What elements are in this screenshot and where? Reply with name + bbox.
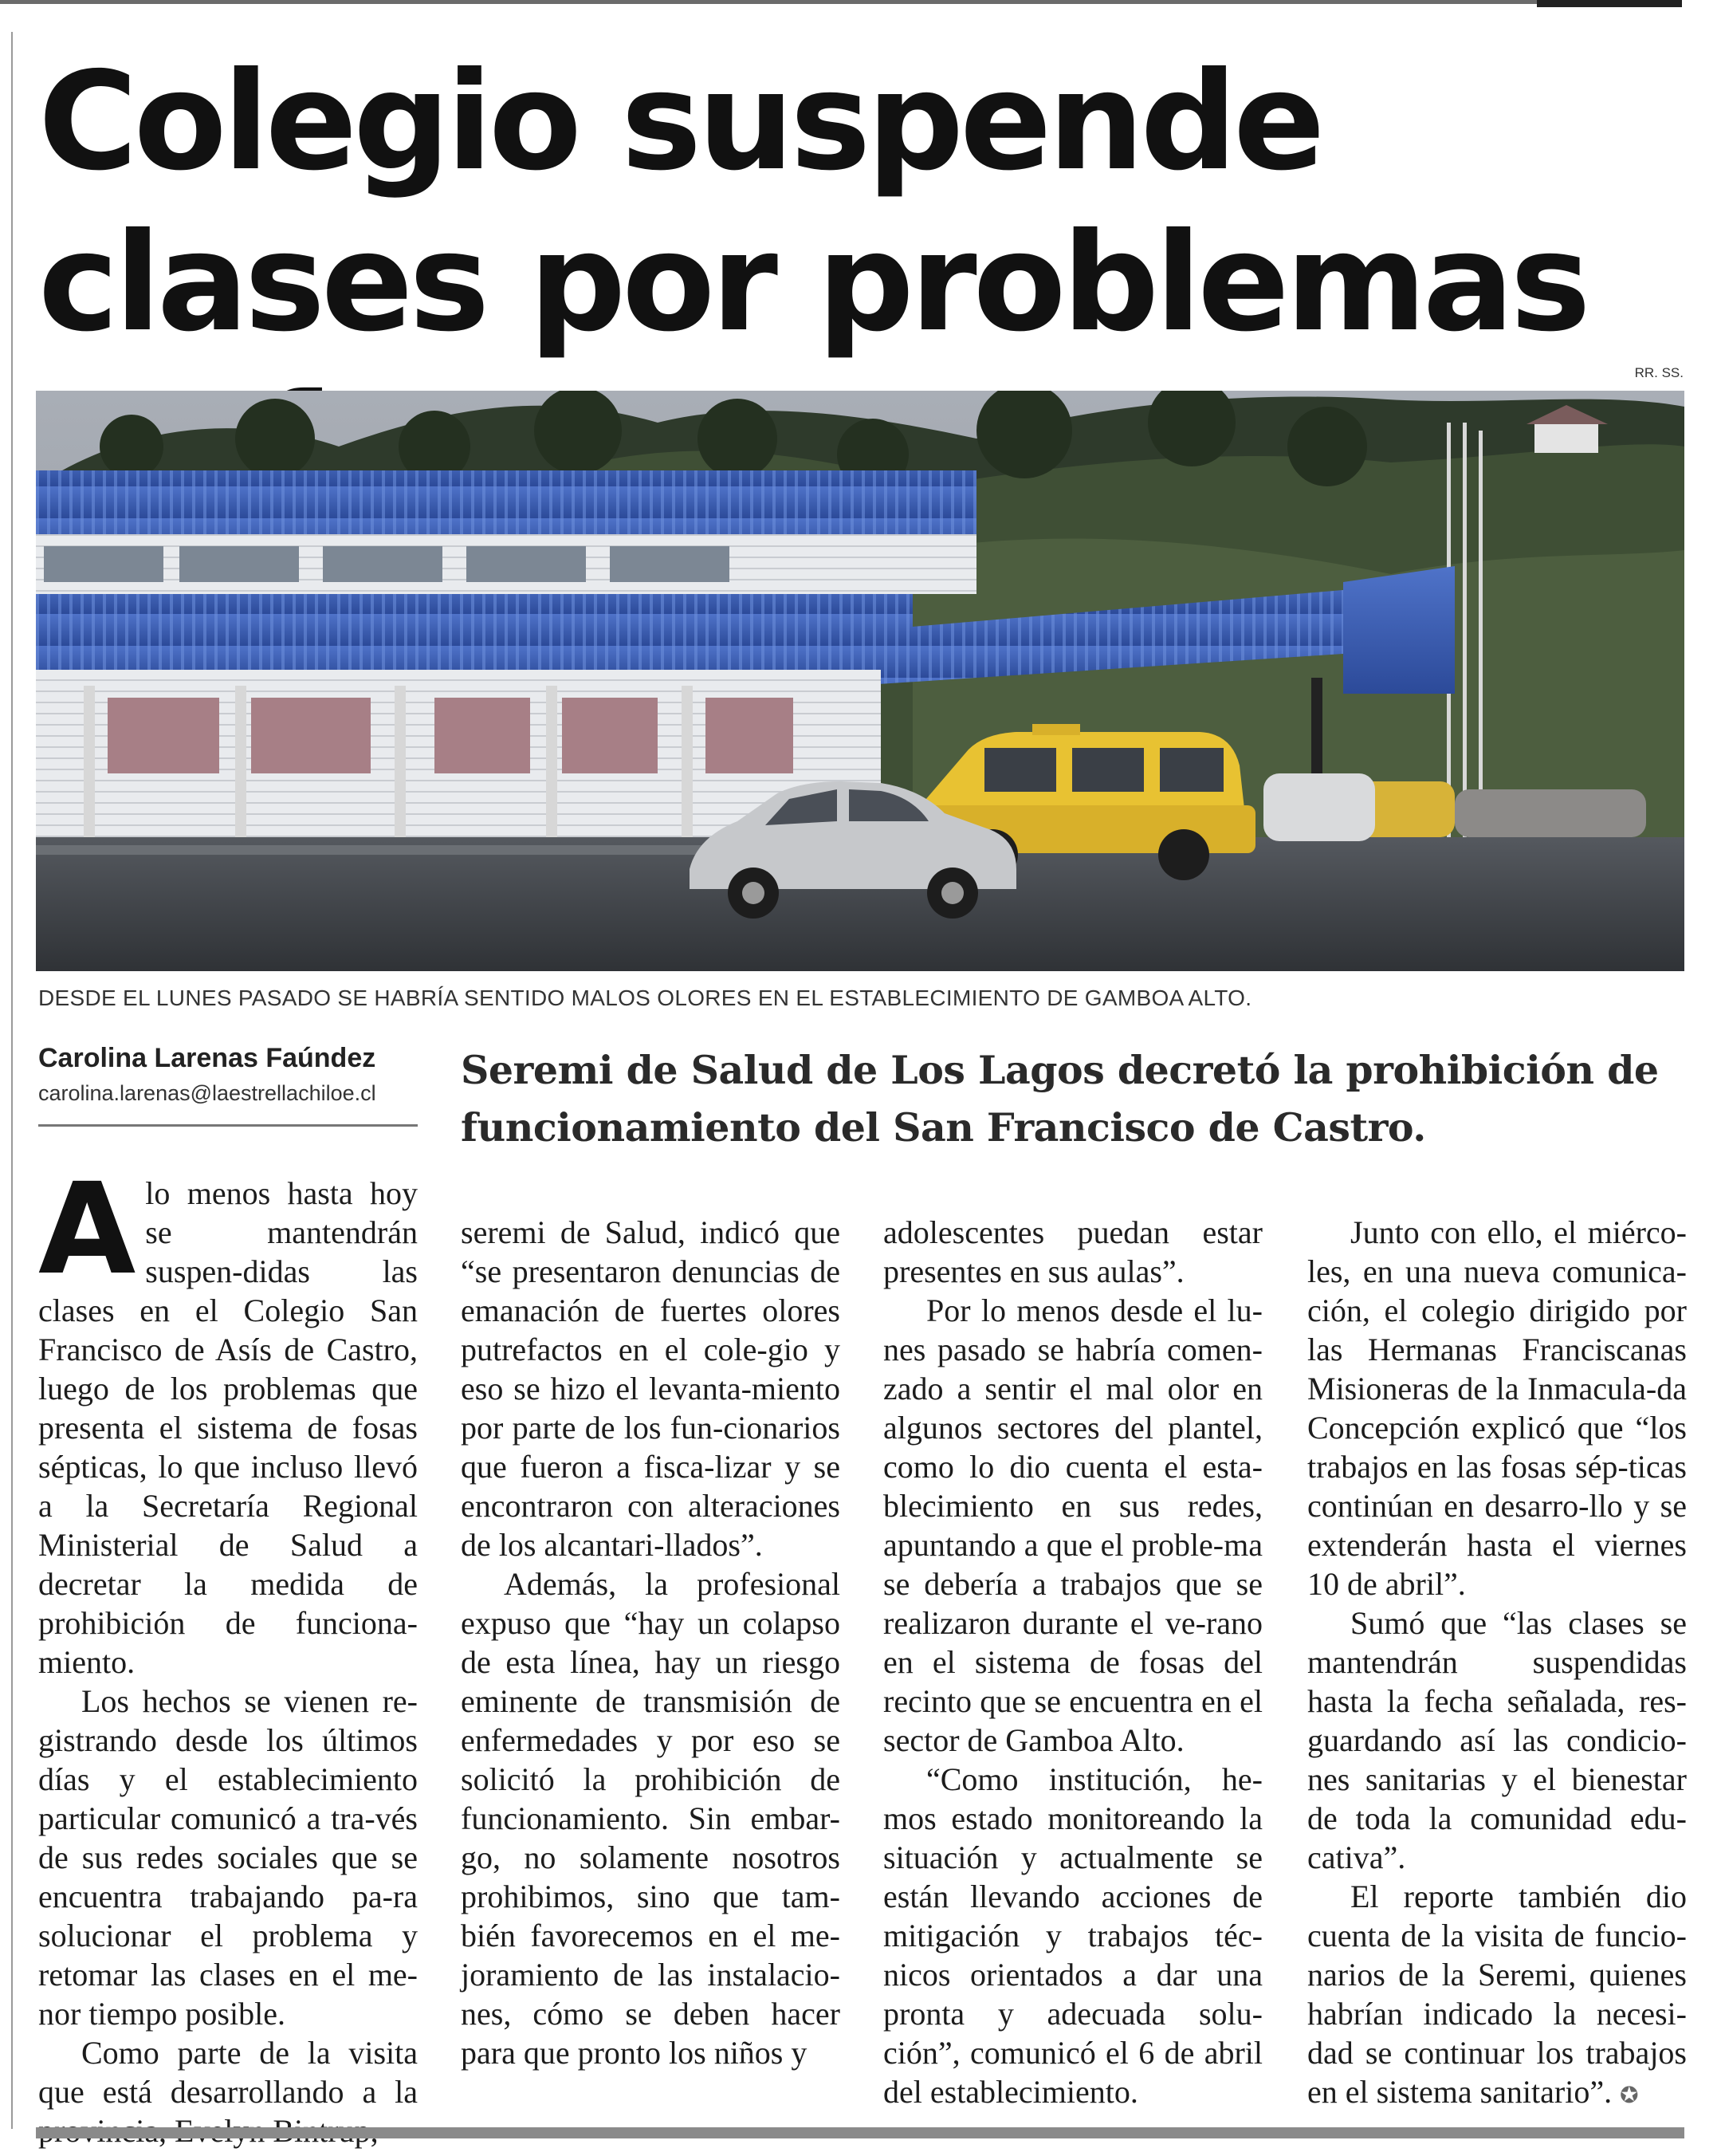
drop-cap: A (38, 1156, 136, 1303)
author-email: carolina.larenas@laestrellachiloe.cl (38, 1081, 376, 1105)
body-column-3 (883, 1213, 1263, 2111)
end-of-article-icon: ✪ (1620, 2082, 1639, 2108)
body-paragraph: Por lo menos desde el lu-nes pasado se habría comen-zado a sentir el mal olor en algunos sectores del plantel, como lo dio cuenta el esta-blecimiento en sus redes, apuntando a que el proble-ma se debería a trabajos que se realizaron durante el ve-rano en el sistema de fosas del recinto que se encuentra en el sector de Gamboa Alto. (883, 1292, 1263, 1758)
bottom-rule (36, 2127, 1684, 2138)
paragraph-text: lo menos hasta hoy se mantendrán suspen-didas las clases en el Colegio San Francisco de Asís de Castro, luego de los problemas que presenta el sistema de fosas sépticas, lo que incluso llevó a la Secretaría Regional Ministerial de Salud a decretar la medida de prohibición de funciona-miento. (38, 1175, 418, 1680)
body-paragraph: adolescentes puedan estar presentes en sus aulas”. (883, 1214, 1263, 1289)
author-name: Carolina Larenas Faúndez (38, 1043, 376, 1073)
body-paragraph: seremi de Salud, indicó que “se presentaron denuncias de emanación de fuertes olores putrefactos en el cole-gio y eso se hizo el levanta-miento por parte de los fun-cionarios que fueron a fisca-lizar y se encontraron con alteraciones de los alcantari-llados”. (461, 1214, 840, 1563)
deck-subheadline: Seremi de Salud de Los Lagos decretó la prohibición de funcionamiento del San Francisco de Castro. (461, 1047, 1659, 1151)
paragraph-text: El reporte también dio cuenta de la visita de funcio-narios de la Seremi, quienes habrían indicado la necesi-dad se continuar los trabajos en el sistema sanitario”. (1307, 1879, 1687, 2110)
article-photo (36, 391, 1684, 971)
top-rule (0, 0, 1682, 4)
body-paragraph: Sumó que “las clases se mantendrán suspendidas hasta la fecha señalada, res-guardando así las condicio-nes sanitarias y el bienestar de toda la comunidad edu-cativa”. (1307, 1605, 1687, 1875)
body-column-4 (1307, 1213, 1687, 2115)
photo-caption: DESDE EL LUNES PASADO SE HABRÍA SENTIDO MALOS OLORES EN EL ESTABLECIMIENTO DE GAMBOA ALTO. (38, 986, 1252, 1010)
author-divider (38, 1124, 418, 1127)
school-building-photo (36, 391, 1684, 971)
left-column-rule (11, 32, 13, 2129)
body-paragraph (1307, 1877, 1687, 2115)
headline: Colegio suspende clases por problemas (38, 43, 1587, 362)
body-paragraph: Los hechos se vienen re-gistrando desde los últimos días y el establecimiento particular comunicó a tra-vés de sus redes sociales que se encuentra trabajando pa-ra solucionar el problema y retomar las clases en el me-nor tiempo posible. (38, 1683, 418, 2032)
body-paragraph: “Como institución, he-mos estado monitoreando la situación y actualmente se están llevando acciones de mitigación y trabajos téc-nicos orientados a dar una pronta y adecuada solu-ción”, comunicó el 6 de abril del establecimiento. (883, 1761, 1263, 2110)
body-paragraph: Como parte de la visita que está desarrollando a la (38, 2035, 418, 2110)
body-paragraph: Junto con ello, el miérco-les, en una nueva comunica-ción, el colegio dirigido por las Hermanas Franciscanas Misioneras de la Inmacula-da Concepción explicó que “los trabajos en las fosas sép-ticas continúan en desarro-llo y se extenderán hasta el viernes 10 de abril”. (1307, 1214, 1687, 1602)
body-paragraph (38, 1156, 418, 1682)
body-column-1 (38, 1156, 418, 2150)
body-paragraph: Además, la profesional expuso que “hay un colapso de esta línea, hay un riesgo eminente de transmisión de enfermedades y por eso se solicitó la prohibición de funcionamiento. Sin embar-go, no solamente nosotros prohibimos, sino que tam-bién favorecemos en el me-joramiento de las instalacio-nes, cómo se deben hacer para que pronto los niños y (461, 1566, 840, 2071)
photo-credit: RR. SS. (1634, 365, 1684, 380)
top-rule-accent (1537, 0, 1682, 7)
body-column-2 (461, 1213, 840, 2072)
